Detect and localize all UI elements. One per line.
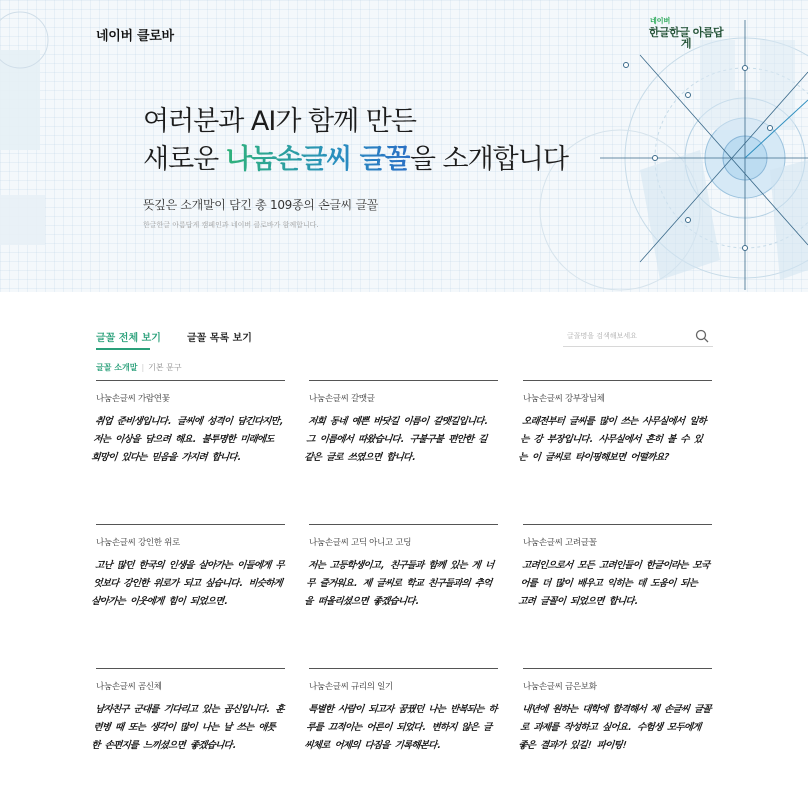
font-card[interactable] — [90, 524, 285, 644]
hero-title — [143, 103, 568, 179]
tab-font-list[interactable]: 글꼴 목록 보기 — [187, 333, 252, 344]
font-card[interactable] — [90, 668, 285, 788]
subtab-intro[interactable]: 글꼴 소개말 — [96, 363, 138, 372]
hero-title-line1: 여러분과 AI가 함께 만든 — [143, 106, 416, 137]
font-card-title: 나눔손글씨 고려글꼴 — [523, 538, 597, 548]
font-card-sample: 오래전부터 글씨를 많이 쓰는 사무실에서 일하는 강 부장입니다. 사무실에서 흔히 볼 수 있는 이 글씨로 타이핑해보면 어떨까요? — [517, 416, 707, 463]
font-card-title: 나눔손글씨 고딕 아니고 고딩 — [309, 538, 412, 548]
subtabs — [96, 362, 182, 373]
font-card[interactable] — [90, 380, 285, 500]
font-card-sample: 내년에 원하는 대학에 합격해서 제 손글씨 글꼴로 과제를 작성하고 싶어요. 수험생 모두에게 좋은 결과가 있길! 파이팅! — [517, 704, 712, 751]
subtab-divider: | — [141, 363, 145, 372]
hero-note: 한글한글 아름답게 캠페인과 네이버 클로바가 함께합니다. — [143, 221, 319, 229]
font-card-title: 나눔손글씨 강부장님체 — [523, 394, 605, 404]
tab-all-fonts[interactable]: 글꼴 전체 보기 — [96, 333, 161, 344]
hero-title-prefix: 새로운 — [143, 144, 226, 175]
campaign-logo-small-text: 네이버 — [650, 17, 671, 25]
font-card-sample: 남자친구 군대를 기다리고 있는 곰신입니다. 훈련병 때 또는 생각이 많이 나는 날 쓰는 애틋한 손편지를 느끼셨으면 좋겠습니다. — [90, 704, 285, 751]
font-card[interactable] — [517, 380, 712, 500]
font-card-title: 나눔손글씨 금은보화 — [523, 682, 597, 692]
search-icon[interactable] — [695, 329, 709, 343]
hero-banner — [0, 0, 808, 292]
font-card[interactable] — [517, 524, 712, 644]
font-card[interactable] — [303, 524, 498, 644]
active-tab-indicator — [96, 348, 150, 350]
naver-clova-logo[interactable]: 네이버 클로바 — [96, 29, 174, 44]
font-card[interactable] — [517, 668, 712, 788]
campaign-logo-big-text: 한글한글 아름답게 — [648, 26, 724, 50]
font-card-title: 나눔손글씨 가람연꽃 — [96, 394, 170, 404]
font-card-sample: 고려인으로서 모든 고려인들이 한글이라는 모국어를 더 많이 배우고 익히는 데 도움이 되는 고려 글꼴이 되었으면 합니다. — [517, 560, 710, 607]
font-card-sample: 저희 동네 예쁜 바닷길 이름이 갈맷길입니다. 그 이름에서 따왔습니다. 구불구불 편안한 길 같은 글로 쓰였으면 합니다. — [303, 416, 489, 463]
hero-subtitle: 뜻깊은 소개말이 담긴 총 109종의 손글씨 글꼴 — [143, 198, 379, 212]
font-card-title: 나눔손글씨 갈맷글 — [309, 394, 375, 404]
font-card-sample: 고난 많던 한국의 인생을 살아가는 이들에게 무엇보다 강인한 위로가 되고 싶습니다. 비슷하게 살아가는 이웃에게 힘이 되었으면. — [90, 560, 285, 607]
font-card[interactable] — [303, 380, 498, 500]
font-card[interactable] — [303, 668, 498, 788]
font-card-sample: 취업 준비생입니다. 글씨에 성격이 담긴다지만, 저는 이상을 담으려 해요. 불투명한 미래에도 희망이 있다는 믿음을 가지려 합니다. — [90, 416, 285, 463]
search-input[interactable] — [567, 329, 687, 343]
font-card-sample: 특별한 사람이 되고자 꿈꿨던 나는 반복되는 하루를 끄적이는 어른이 되었다. 변하지 않은 글씨체로 어제의 다짐을 기록해본다. — [303, 704, 498, 751]
font-card-title: 나눔손글씨 곰신체 — [96, 682, 162, 692]
font-card-title: 나눔손글씨 규리의 일기 — [309, 682, 393, 692]
hero-title-highlight: 나눔손글씨 글꼴 — [225, 144, 410, 175]
hero-title-suffix: 을 소개합니다 — [409, 144, 568, 175]
hangul-campaign-logo[interactable] — [646, 18, 726, 49]
font-card-title: 나눔손글씨 강인한 위로 — [96, 538, 180, 548]
search-box[interactable] — [563, 325, 713, 347]
subtab-basic[interactable]: 기본 문구 — [148, 363, 182, 372]
font-card-sample: 저는 고등학생이고, 친구들과 함께 있는 게 너무 즐거워요. 제 글씨로 학교 친구들과의 추억을 떠올리셨으면 좋겠습니다. — [303, 560, 494, 607]
